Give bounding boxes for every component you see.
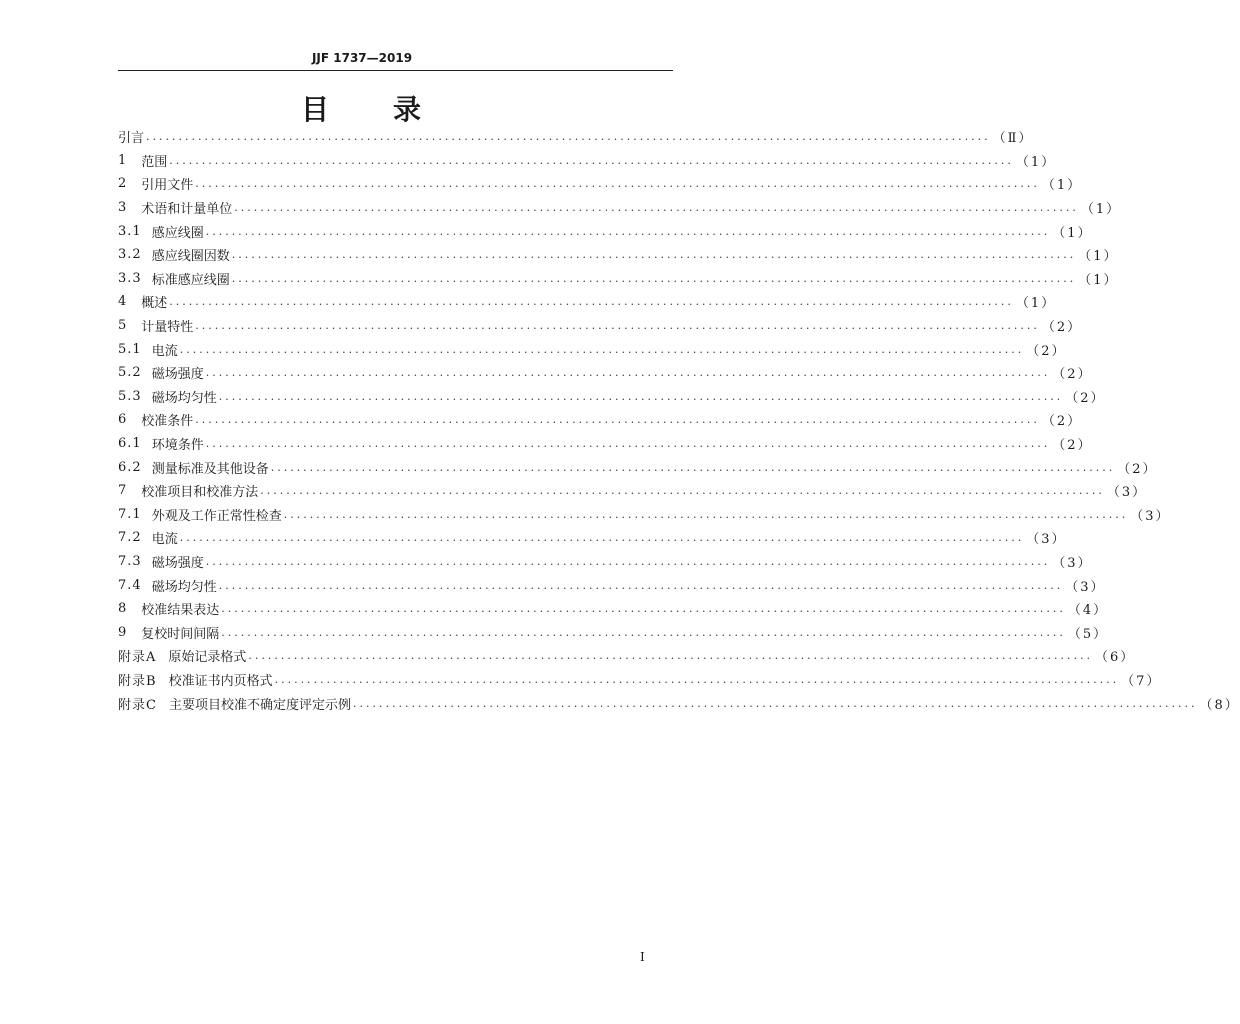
toc-label: 术语和计量单位	[141, 202, 233, 218]
toc-label: 磁场强度	[151, 367, 204, 383]
toc-label: 复校时间间隔	[141, 626, 220, 642]
toc-label: 感应线圈因数	[151, 249, 230, 265]
toc-entry[interactable]	[118, 337, 1067, 361]
toc-label: 校准项目和校准方法	[141, 485, 259, 501]
toc-number: 7.2	[118, 530, 142, 546]
toc-entry[interactable]	[118, 385, 1106, 409]
toc-entry[interactable]	[118, 314, 1083, 338]
toc-label: 测量标准及其他设备	[151, 461, 269, 477]
toc-page: （2）	[1065, 390, 1106, 406]
toc-label: 电流	[151, 343, 178, 359]
toc-page: （1）	[1015, 296, 1057, 312]
toc-entry[interactable]	[118, 597, 1109, 621]
title-part-2: 录	[393, 93, 424, 126]
toc-number: 3.2	[118, 247, 142, 263]
toc-page: （2）	[1052, 438, 1093, 454]
toc-entry[interactable]	[118, 149, 1057, 173]
toc-entry[interactable]	[118, 125, 1034, 149]
toc-page: （2）	[1026, 343, 1067, 359]
toc-leader: ..................................................................................................................................	[270, 460, 1116, 474]
toc-label: 概述	[141, 296, 168, 312]
toc-leader: ..................................................................................................................................	[195, 319, 1040, 333]
page-number: I	[640, 950, 645, 964]
toc-page: （3）	[1106, 485, 1148, 501]
toc-entry[interactable]	[118, 267, 1119, 291]
toc-page: （6）	[1094, 650, 1136, 666]
toc-label: 引用文件	[141, 178, 194, 194]
toc-page: （2）	[1052, 367, 1093, 383]
toc-leader: ..................................................................................................................................	[205, 554, 1051, 568]
toc-entry[interactable]	[118, 526, 1067, 550]
toc-number: 6	[118, 412, 128, 428]
toc-entry[interactable]	[118, 290, 1057, 314]
toc-number: 3	[118, 200, 128, 216]
toc-entry[interactable]	[118, 620, 1109, 644]
toc-label: 标准感应线圈	[151, 272, 230, 288]
toc-number: 7.1	[118, 506, 142, 522]
toc-leader: ..................................................................................................................................	[179, 342, 1025, 356]
toc-entry[interactable]	[118, 479, 1148, 503]
toc-leader: ..................................................................................................................................	[195, 177, 1040, 191]
toc-entry[interactable]	[118, 550, 1093, 574]
toc-page: （3）	[1052, 555, 1093, 571]
toc-leader: ..................................................................................................................................	[234, 201, 1079, 215]
toc-leader: ..................................................................................................................................	[283, 507, 1129, 521]
toc-leader: ..................................................................................................................................	[274, 672, 1120, 686]
toc-label: 磁场均匀性	[151, 579, 217, 595]
toc-number: 7.4	[118, 577, 142, 593]
toc-page: （Ⅱ）	[992, 131, 1034, 147]
toc-entry[interactable]	[118, 432, 1093, 456]
toc-leader: ..................................................................................................................................	[195, 413, 1040, 427]
toc-number: 6.1	[118, 436, 142, 452]
toc-number: 7.3	[118, 553, 142, 569]
toc-label: 原始记录格式	[168, 650, 247, 666]
toc-entry[interactable]	[118, 644, 1136, 668]
toc-leader: ..................................................................................................................................	[221, 625, 1066, 639]
toc-label: 引言	[118, 131, 145, 147]
toc-page: （2）	[1041, 320, 1083, 336]
toc-number: 9	[118, 624, 128, 640]
toc-entry[interactable]	[118, 219, 1093, 243]
page-title	[0, 88, 724, 128]
toc-leader: ..................................................................................................................................	[231, 248, 1077, 262]
toc-label: 外观及工作正常性检查	[151, 508, 282, 524]
toc-number: 1	[118, 152, 128, 168]
toc-page: （1）	[1078, 249, 1119, 265]
toc-label: 范围	[141, 154, 168, 170]
toc-number: 附录C	[118, 697, 157, 713]
toc-label: 校准条件	[141, 414, 194, 430]
toc-leader: ..................................................................................................................................	[352, 696, 1198, 710]
page-header: JJF 1737—2019	[311, 51, 413, 65]
toc-leader: ..................................................................................................................................	[260, 484, 1105, 498]
toc-number: 5.2	[118, 365, 142, 381]
toc-leader: ..................................................................................................................................	[205, 224, 1051, 238]
toc-label: 电流	[151, 532, 178, 548]
toc-label: 磁场强度	[151, 555, 204, 571]
toc-number: 附录A	[118, 650, 157, 666]
toc-entry[interactable]	[118, 196, 1122, 220]
toc-page: （4）	[1067, 603, 1109, 619]
toc-entry[interactable]	[118, 573, 1106, 597]
toc-entry[interactable]	[118, 455, 1158, 479]
toc-number: 7	[118, 483, 128, 499]
toc-number: 2	[118, 176, 128, 192]
toc-label: 磁场均匀性	[151, 390, 217, 406]
toc-number: 3.3	[118, 270, 142, 286]
toc-number: 6.2	[118, 459, 142, 475]
title-part-1: 目	[300, 93, 331, 126]
toc-leader: ..................................................................................................................................	[169, 295, 1014, 309]
header-rule	[118, 70, 673, 71]
toc-page: （1）	[1041, 178, 1083, 194]
toc-page: （1）	[1052, 225, 1093, 241]
toc-leader: ..................................................................................................................................	[179, 531, 1025, 545]
toc-number: 8	[118, 601, 128, 617]
toc-label: 环境条件	[151, 438, 204, 454]
toc-entry[interactable]	[118, 503, 1171, 527]
toc-number: 4	[118, 294, 128, 310]
toc-leader: ..................................................................................................................................	[146, 130, 991, 144]
toc-page: （7）	[1121, 673, 1162, 689]
toc-number: 5.1	[118, 341, 142, 357]
toc-page: （1）	[1015, 154, 1057, 170]
toc-page: （3）	[1065, 579, 1106, 595]
toc-number: 5.3	[118, 388, 142, 404]
toc-page: （3）	[1026, 532, 1067, 548]
toc-entry[interactable]	[118, 361, 1093, 385]
toc-number: 附录B	[118, 673, 157, 689]
toc-page: （3）	[1130, 508, 1171, 524]
toc-page: （2）	[1117, 461, 1158, 477]
toc-entry[interactable]	[118, 243, 1119, 267]
toc-label: 校准证书内页格式	[168, 673, 273, 689]
toc-leader: ..................................................................................................................................	[205, 437, 1051, 451]
toc-label: 感应线圈	[151, 225, 204, 241]
toc-number: 3.1	[118, 223, 142, 239]
toc-leader: ..................................................................................................................................	[205, 366, 1051, 380]
toc-page: （2）	[1041, 414, 1083, 430]
toc-page: （8）	[1199, 697, 1240, 713]
toc-leader: ..................................................................................................................................	[218, 389, 1064, 403]
toc-leader: ..................................................................................................................................	[218, 578, 1064, 592]
toc-page: （1）	[1078, 272, 1119, 288]
toc-leader: ..................................................................................................................................	[231, 271, 1077, 285]
toc-leader: ..................................................................................................................................	[248, 649, 1093, 663]
toc-entry[interactable]	[118, 172, 1083, 196]
toc-label: 校准结果表达	[141, 603, 220, 619]
toc-page: （5）	[1067, 626, 1109, 642]
toc-leader: ..................................................................................................................................	[221, 602, 1066, 616]
toc-entry[interactable]	[118, 691, 1240, 715]
toc-label: 计量特性	[141, 320, 194, 336]
toc-entry[interactable]	[118, 408, 1083, 432]
toc-number: 5	[118, 318, 128, 334]
toc-entry[interactable]	[118, 668, 1162, 692]
toc-page: （1）	[1080, 202, 1122, 218]
toc-label: 主要项目校准不确定度评定示例	[168, 697, 351, 713]
table-of-contents	[118, 125, 1240, 715]
toc-leader: ..................................................................................................................................	[169, 153, 1014, 167]
